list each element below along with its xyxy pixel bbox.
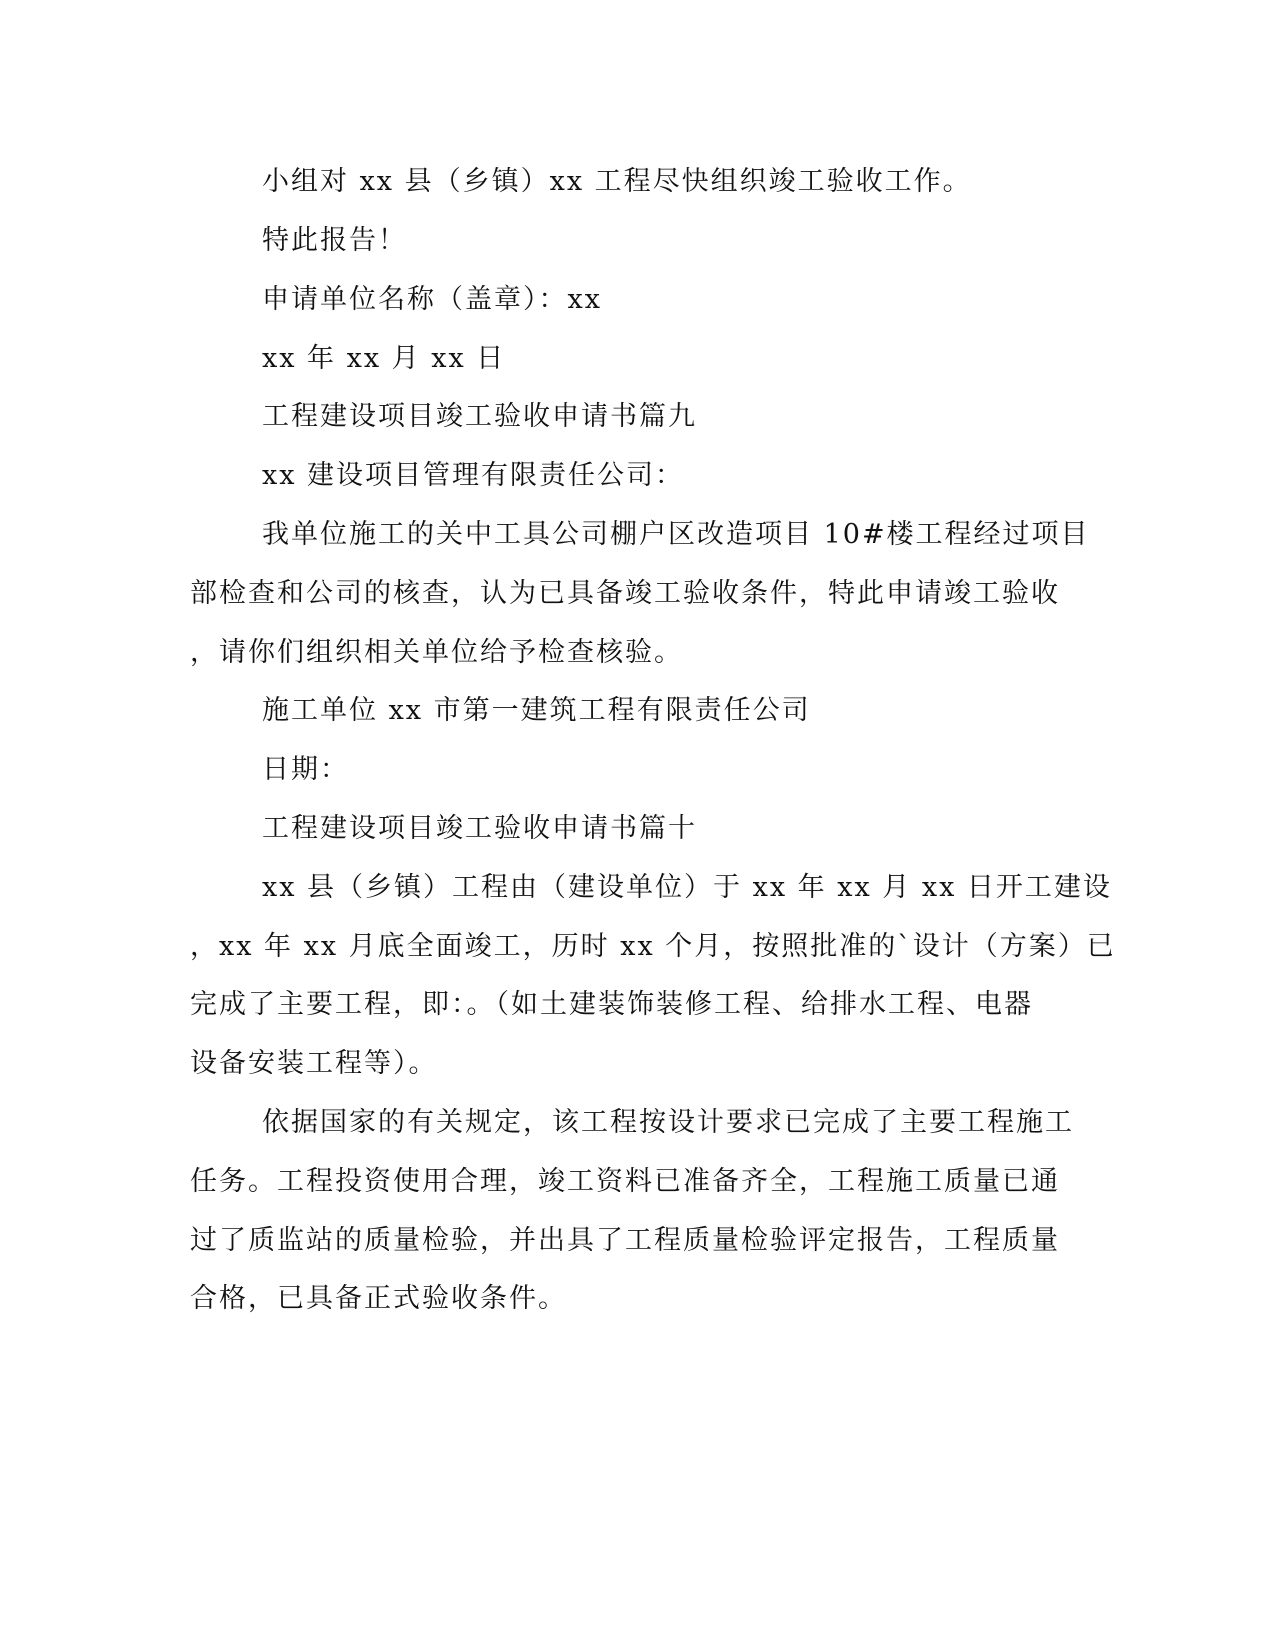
text-line: 日期： [262, 754, 349, 785]
text-line: 特此报告！ [262, 225, 407, 256]
text-line: 过了质监站的质量检验，并出具了工程质量检验评定报告，工程质量 [190, 1225, 1060, 1256]
text-line: ，xx 年 xx 月底全面竣工，历时 xx 个月，按照批准的`设计（方案）已 [190, 931, 1116, 962]
text-line: 申请单位名称（盖章）：xx [262, 284, 602, 315]
text-line: 依据国家的有关规定，该工程按设计要求已完成了主要工程施工 [262, 1107, 1074, 1138]
text-line: 合格，已具备正式验收条件。 [190, 1283, 567, 1314]
text-line: xx 县（乡镇）工程由（建设单位）于 xx 年 xx 月 xx 日开工建设 [262, 872, 1112, 903]
text-line: 完成了主要工程，即：。（如土建装饰装修工程、给排水工程、电器 [190, 989, 1033, 1020]
section-heading: 工程建设项目竣工验收申请书篇十 [262, 813, 697, 844]
text-line: xx 年 xx 月 xx 日 [262, 343, 506, 374]
text-line: 任务。工程投资使用合理，竣工资料已准备齐全，工程施工质量已通 [190, 1166, 1060, 1197]
text-line: 小组对 xx 县（乡镇）xx 工程尽快组织竣工验收工作。 [262, 166, 972, 197]
text-line: xx 建设项目管理有限责任公司： [262, 460, 685, 491]
text-line: 我单位施工的关中工具公司棚户区改造项目 10#楼工程经过项目 [262, 519, 1090, 550]
section-heading: 工程建设项目竣工验收申请书篇九 [262, 401, 697, 432]
text-line: 施工单位 xx 市第一建筑工程有限责任公司 [262, 695, 811, 726]
text-line: ，请你们组织相关单位给予检查核验。 [190, 637, 683, 668]
text-line: 部检查和公司的核查，认为已具备竣工验收条件，特此申请竣工验收 [190, 578, 1060, 609]
text-line: 设备安装工程等）。 [190, 1048, 438, 1079]
